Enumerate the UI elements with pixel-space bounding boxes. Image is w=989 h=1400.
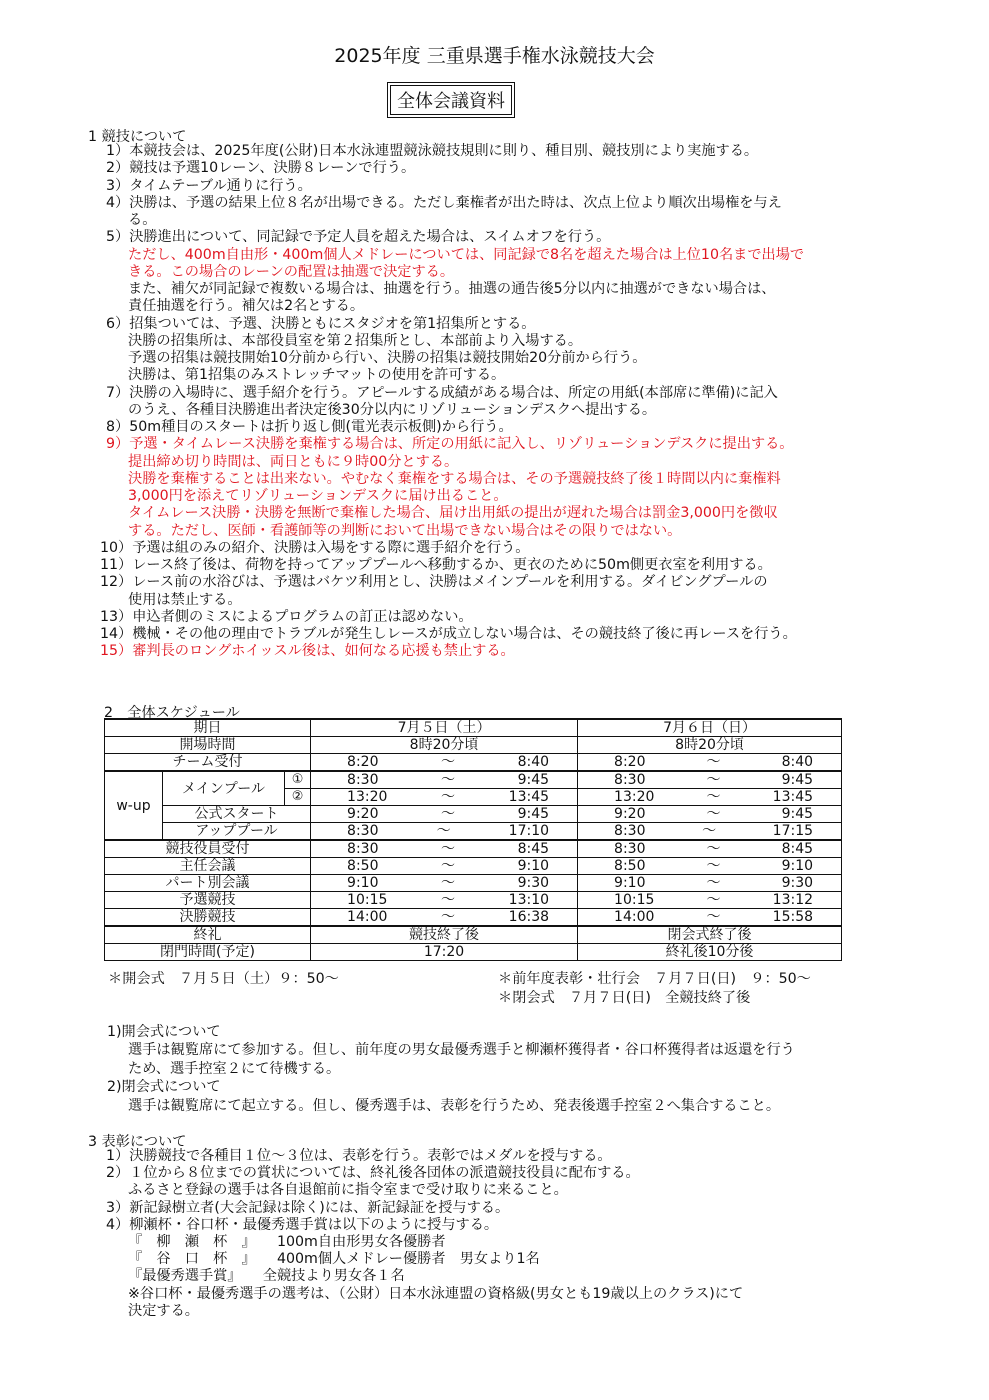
row-label-closing: 終礼 [105, 926, 311, 944]
row-label-officials: 競技役員受付 [105, 840, 311, 858]
schedule-table [104, 718, 842, 961]
text-line: ため、選手控室２にて待機する。 [128, 1060, 341, 1077]
text-line: 3,000円を添えてリゾリューションデスクに届け出ること。 [128, 488, 508, 504]
text-line: 12）レース前の水浴びは、予選はバケツ利用とし、決勝はメインプールを利用する。ダイビングプールの [100, 574, 768, 591]
text-line: 5）決勝進出について、同記録で予定人員を超えた場合は、スイムオフを行う。 [106, 229, 611, 246]
cell-chief-day2: 8:50 〜 9:10 [578, 858, 842, 875]
text-line: 提出締め切り時間は、両日ともに９時00分とする。 [128, 453, 459, 470]
header-period: 期日 [105, 719, 311, 737]
cell-chief-day1: 8:50 〜 9:10 [311, 858, 578, 875]
section-1-heading: 1 競技について [88, 129, 187, 145]
text-line: 1）本競技会は、2025年度(公財)日本水泳連盟競泳競技規則に則り、種目別、競技別により実施する。 [106, 143, 759, 159]
cell-part-day1: 9:10 〜 9:30 [311, 875, 578, 892]
text-line: 責任抽選を行う。補欠は2名とする。 [128, 298, 365, 315]
text-line: 予選の招集は競技開始10分前から行い、決勝の招集は競技開始20分前から行う。 [128, 350, 647, 366]
cell-official-day2: 9:20 〜 9:45 [578, 806, 842, 823]
table-row [105, 875, 842, 892]
note-closing-ceremony: ＊閉会式 ７月７日(日) 全競技終了後 [498, 990, 751, 1006]
document-subtitle: 全体会議資料 [390, 85, 512, 115]
cell-part-day2: 9:10 〜 9:30 [578, 875, 842, 892]
table-row [105, 909, 842, 927]
table-row [105, 926, 842, 944]
text-line: 7）決勝の入場時に、選手紹介を行う。アピールする成績がある場合は、所定の用紙(本部席に準備)に記入 [106, 384, 778, 401]
table-row [105, 806, 842, 823]
cell-up-day2: 8:30 〜 17:15 [578, 823, 842, 841]
text-line: 2）競技は予選10レーン、決勝８レーンで行う。 [106, 160, 416, 177]
cell-up-day1: 8:30 〜 17:10 [311, 823, 578, 841]
table-row [105, 944, 842, 961]
row-label-main: メインプール [163, 771, 285, 806]
text-line: 選手は観覧席にて参加する。但し、前年度の男女最優秀選手と柳瀬杯獲得者・谷口杯獲得者は返還を行う [128, 1042, 795, 1059]
row-label-chief: 主任会議 [105, 858, 311, 875]
text-line: 9）予選・タイムレース決勝を棄権する場合は、所定の用紙に記入し、リゾリューションデスクに提出する。 [106, 436, 794, 453]
section-3-heading: 3 表彰について [88, 1134, 187, 1150]
text-line: 使用は禁止する。 [128, 591, 242, 608]
cell-main2-day1: 13:20 〜 13:45 [311, 789, 578, 806]
text-line: タイムレース決勝・決勝を無断で棄権した場合、届け出用紙の提出が遅れた場合は罰金3,000円を徴収 [128, 505, 778, 522]
text-line: する。ただし、医師・看護師等の判断において出場できない場合はその限りではない。 [128, 522, 682, 539]
text-line: 8）50m種目のスタートは折り返し側(電光表示板側)から行う。 [106, 419, 513, 435]
header-day2: 7月６日（日） [578, 719, 842, 737]
text-line: 6）招集ついては、予選、決勝ともにスタジオを第1招集所とする。 [106, 315, 536, 332]
cell-closegate-day1: 17:20 [311, 944, 578, 961]
text-line: る。 [128, 212, 157, 228]
text-line: 決定する。 [128, 1302, 199, 1319]
text-line: 決勝を棄権することは出来ない。やむなく棄権をする場合は、その予選競技終了後１時間以内に棄権料 [128, 470, 781, 487]
text-line: ※谷口杯・最優秀選手の選考は、（公財）日本水泳連盟の資格級(男女とも19歳以上のクラス)にて [128, 1285, 744, 1302]
page-title: 2025年度 三重県選手権水泳競技大会 [334, 45, 655, 67]
cell-closing-day2: 閉会式終了後 [578, 926, 842, 944]
text-line: 2）１位から８位までの賞状については、終礼後各団体の派遣競技役員に配布する。 [106, 1165, 640, 1182]
table-row [105, 840, 842, 858]
text-line: 選手は観覧席にて起立する。但し、優秀選手は、表彰を行うため、発表後選手控室２へ集合すること。 [128, 1097, 781, 1114]
table-row [105, 719, 842, 737]
table-row [105, 737, 842, 754]
row-label-up: アッププール [163, 823, 311, 841]
cell-open-day2: 8時20分頃 [578, 737, 842, 754]
wup-label: w-up [105, 771, 163, 840]
text-line: 13）申込者側のミスによるプログラムの訂正は認めない。 [100, 608, 473, 625]
table-row [105, 858, 842, 875]
cell-official-day1: 9:20 〜 9:45 [311, 806, 578, 823]
text-line: のうえ、各種目決勝進出者決定後30分以内にリゾリューションデスクへ提出する。 [128, 401, 657, 418]
row-label-official: 公式スタート [163, 806, 311, 823]
text-line: 4）柳瀬杯・谷口杯・最優秀選手賞は以下のように授与する。 [106, 1216, 499, 1233]
cell-officials-day2: 8:30 〜 8:45 [578, 840, 842, 858]
row-label-team: チーム受付 [105, 754, 311, 772]
text-line: 決勝は、第1招集のみストレッチマットの使用を許可する。 [128, 367, 506, 384]
cell-open-day1: 8時20分頃 [311, 737, 578, 754]
text-line: 14）機械・その他の理由でトラブルが発生しレースが成立しない場合は、その競技終了後に再レースを行う。 [100, 626, 797, 642]
cell-team-day1: 8:20 〜 8:40 [311, 754, 578, 772]
text-line: 3）タイムテーブル通りに行う。 [106, 177, 312, 194]
section-2-heading: 2 全体スケジュール [104, 705, 240, 721]
text-line: 『 谷 口 杯 』 400m個人メドレー優勝者 男女より1名 [128, 1251, 540, 1268]
text-line: きる。この場合のレーンの配置は抽選で決定する。 [128, 263, 455, 280]
note-awards-ceremony: ＊前年度表彰・壮行会 ７月７日(日) ９：50〜 [498, 971, 811, 987]
main-session-1: ① [285, 771, 311, 789]
table-row [105, 754, 842, 772]
cell-finals-day2: 14:00 〜 15:58 [578, 909, 842, 927]
cell-heats-day2: 10:15 〜 13:12 [578, 892, 842, 909]
cell-main1-day2: 8:30 〜 9:45 [578, 771, 842, 789]
table-row [105, 771, 842, 789]
row-label-heats: 予選競技 [105, 892, 311, 909]
header-day1: 7月５日（土） [311, 719, 578, 737]
text-line: 1)開会式について [107, 1024, 221, 1040]
cell-finals-day1: 14:00 〜 16:38 [311, 909, 578, 927]
note-opening-ceremony: ＊開会式 ７月５日（土）９：50〜 [108, 971, 339, 987]
row-label-part: パート別会議 [105, 875, 311, 892]
text-line: 1）決勝競技で各種目１位〜３位は、表彰を行う。表彰ではメダルを授与する。 [106, 1148, 612, 1164]
table-row [105, 892, 842, 909]
row-label-closegate: 閉門時間(予定) [105, 944, 311, 961]
text-line: 11）レース終了後は、荷物を持ってアッププールへ移動するか、更衣のために50m側更衣室を利用する。 [100, 557, 772, 573]
cell-main1-day1: 8:30 〜 9:45 [311, 771, 578, 789]
text-line: ふるさと登録の選手は各自退館前に指令室まで受け取りに来ること。 [128, 1182, 568, 1199]
text-line: 2)閉会式について [107, 1079, 221, 1096]
text-line: また、補欠が同記録で複数いる場合は、抽選を行う。抽選の通告後5分以内に抽選ができない場合は、 [128, 281, 776, 297]
text-line: 3）新記録樹立者(大会記録は除く)には、新記録証を授与する。 [106, 1199, 510, 1216]
text-line: ただし、400m自由形・400m個人メドレーについては、同記録で8名を超えた場合は上位10名まで出場で [128, 246, 805, 263]
table-row [105, 823, 842, 841]
text-line: 決勝の招集所は、本部役員室を第２招集所とし、本部前より入場する。 [128, 332, 583, 349]
cell-team-day2: 8:20 〜 8:40 [578, 754, 842, 772]
cell-heats-day1: 10:15 〜 13:10 [311, 892, 578, 909]
text-line: 4）決勝は、予選の結果上位８名が出場できる。ただし棄権者が出た時は、次点上位より順次出場権を与え [106, 194, 782, 211]
row-label-open: 開場時間 [105, 737, 311, 754]
cell-main2-day2: 13:20 〜 13:45 [578, 789, 842, 806]
text-line: 15）審判長のロングホイッスル後は、如何なる応援も禁止する。 [100, 643, 515, 660]
main-session-2: ② [285, 789, 311, 806]
cell-closing-day1: 競技終了後 [311, 926, 578, 944]
text-line: 『 柳 瀬 杯 』 100m自由形男女各優勝者 [128, 1234, 446, 1250]
cell-closegate-day2: 終礼後10分後 [578, 944, 842, 961]
text-line: 10）予選は組のみの紹介、決勝は入場をする際に選手紹介を行う。 [100, 539, 530, 556]
cell-officials-day1: 8:30 〜 8:45 [311, 840, 578, 858]
row-label-finals: 決勝競技 [105, 909, 311, 927]
text-line: 『最優秀選手賞』 全競技より男女各１名 [128, 1268, 405, 1285]
